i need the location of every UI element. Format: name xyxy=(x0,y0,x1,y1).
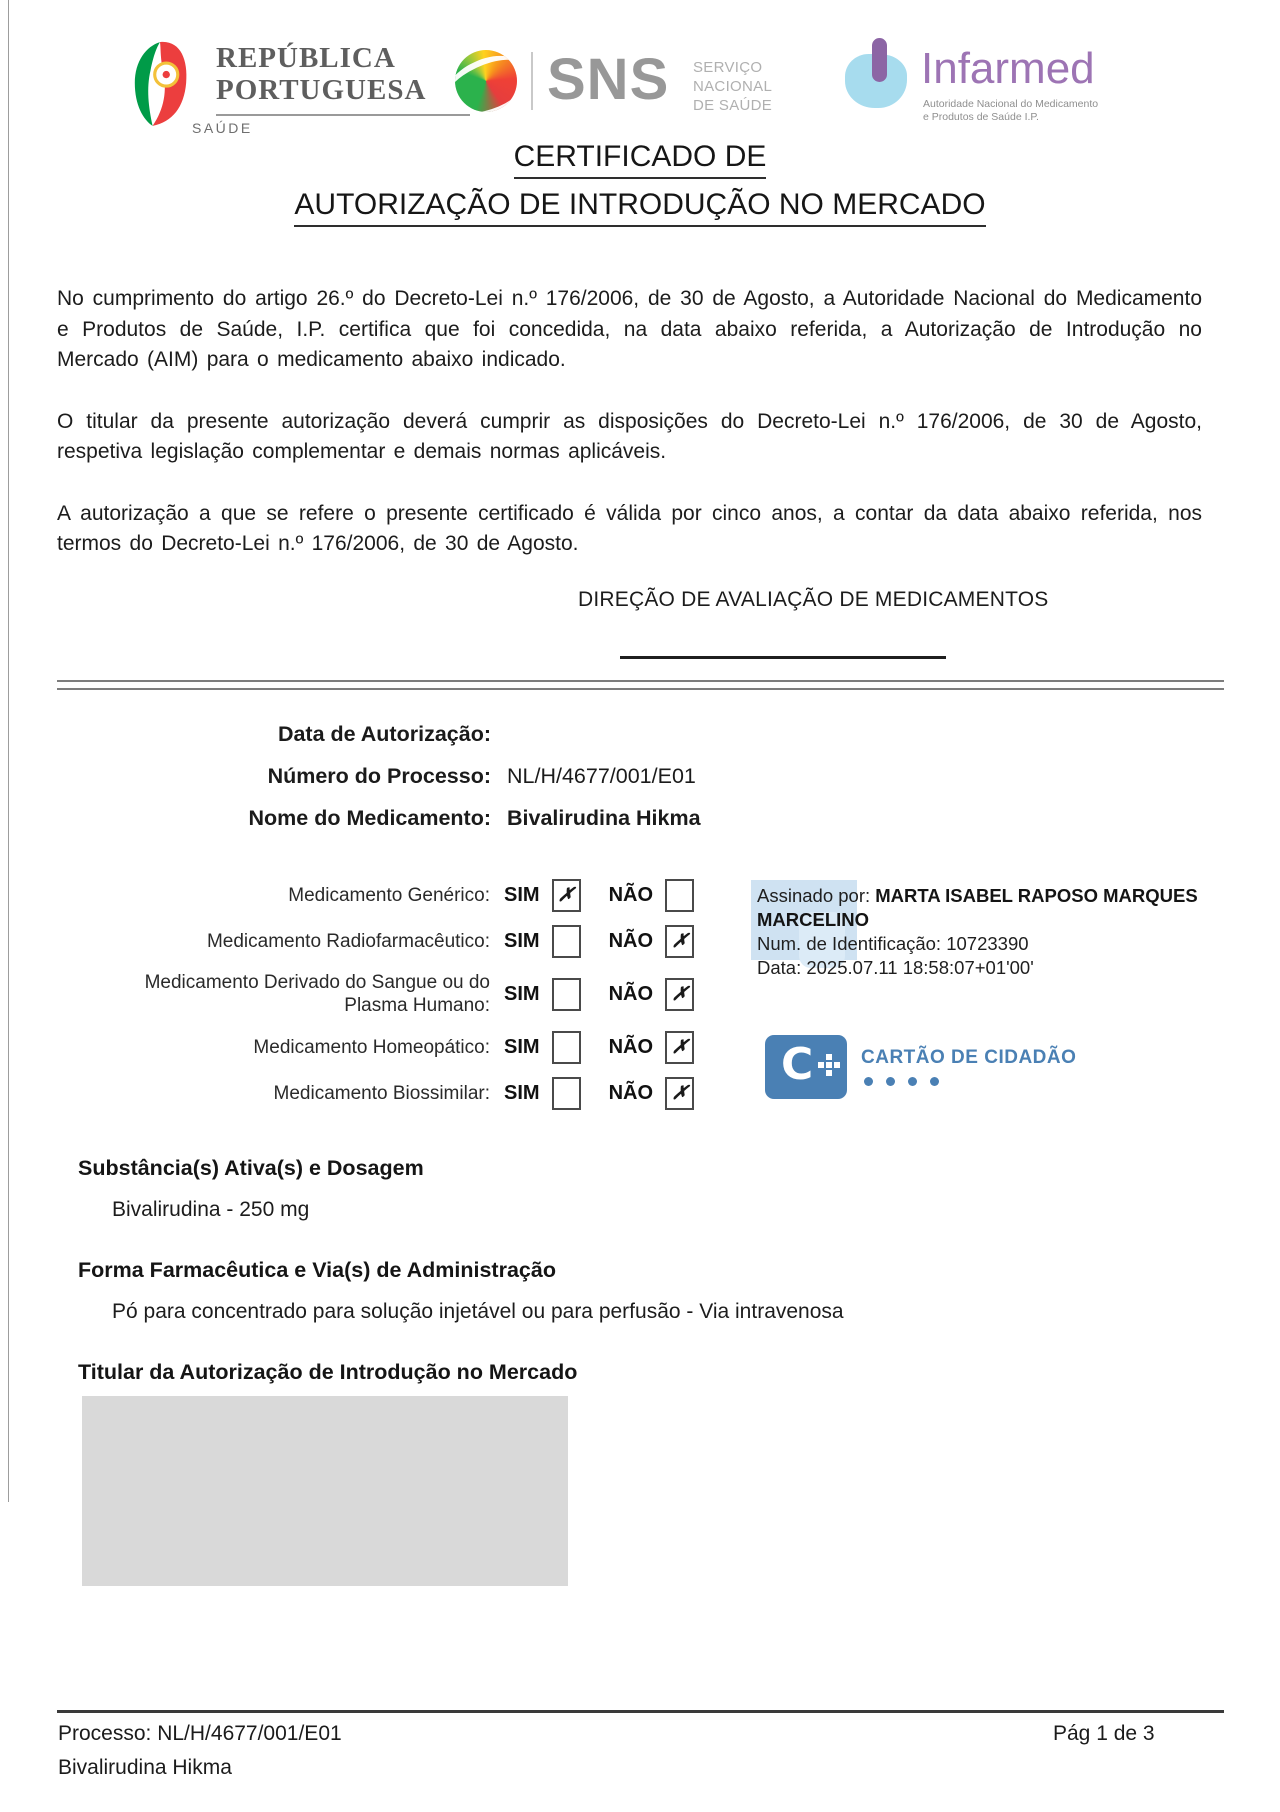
checkbox-row-label: Medicamento Radiofarmacêutico: xyxy=(206,930,490,952)
nao-checkbox-empty xyxy=(665,879,694,912)
sns-tagline xyxy=(693,58,795,115)
nao-checkbox-checked xyxy=(665,1031,694,1064)
nao-checkbox-checked xyxy=(665,1077,694,1110)
certificate-title-line1-text: CERTIFICADO DE xyxy=(514,140,767,179)
sim-label: SIM xyxy=(504,1035,540,1058)
footer-page-number: Pág 1 de 3 xyxy=(1053,1722,1155,1745)
cartao-de-cidadao-wordmark: CARTÃO DE CIDADÃO xyxy=(861,1047,1077,1068)
sim-checkbox-empty xyxy=(552,925,581,958)
checkbox-row-generico xyxy=(90,876,730,914)
cc-pixel-icon xyxy=(818,1062,824,1068)
nao-label: NÃO xyxy=(608,982,654,1005)
process-number-label: Número do Processo: xyxy=(267,764,491,788)
holder-heading: Titular da Autorização de Introdução no Mercado xyxy=(78,1360,578,1384)
sns-globe-icon xyxy=(455,50,517,112)
checkbox-row-label: Medicamento Biossimilar: xyxy=(273,1082,490,1104)
checkbox-x-mark: ✗ xyxy=(670,983,689,1005)
sns-logo xyxy=(455,42,795,126)
checkbox-row-radiofarmaceutico xyxy=(90,922,730,960)
cc-pixel-icon xyxy=(826,1054,832,1060)
nao-label: NÃO xyxy=(608,1035,654,1058)
direction-heading: DIREÇÃO DE AVALIAÇÃO DE MEDICAMENTOS xyxy=(578,588,1049,611)
footer-rule xyxy=(57,1710,1224,1713)
field-medicine-name xyxy=(57,806,817,831)
republica-portuguesa-wordmark xyxy=(216,42,426,106)
checkbox-x-mark: ✗ xyxy=(670,1036,689,1058)
process-number-value: NL/H/4677/001/E01 xyxy=(507,764,696,788)
infarmed-tagline xyxy=(923,98,1098,124)
paragraph-validity: A autorização a que se refere o presente certificado é válida por cinco anos, a contar da data abaixo referida, nos termos do Decreto-Lei n.º 176/2006, de 30 de Agosto. xyxy=(57,501,1202,555)
checkbox-row-derivado-sangue xyxy=(90,968,730,1020)
sim-checkbox-empty xyxy=(552,1077,581,1110)
cc-pixel-icon xyxy=(834,1062,840,1068)
checkbox-row-label: Medicamento Homeopático: xyxy=(253,1036,490,1058)
certificate-title-line2-text: AUTORIZAÇÃO DE INTRODUÇÃO NO MERCADO xyxy=(294,188,985,227)
signer-name: MARTA ISABEL RAPOSO MARQUES MARCELINO xyxy=(757,885,1198,930)
nao-label: NÃO xyxy=(608,929,654,952)
checkbox-row-label: Medicamento Derivado do Sangue ou do Plasma Humano: xyxy=(144,972,490,1016)
paragraph-legal-basis: No cumprimento do artigo 26.º do Decreto-Lei n.º 176/2006, de 30 de Agosto, a Autoridade Nacional do Medicamento e Produtos de Saúde, I.P. certifica que foi concedida, na data abaixo referida, a Autorização de Introdução no Mercado (AIM) para o medicamento abaixo indicado. xyxy=(57,287,1202,371)
cc-pixel-icon xyxy=(826,1062,832,1068)
infarmed-stick-icon xyxy=(872,38,887,82)
sim-label: SIM xyxy=(504,982,540,1005)
field-authorization-date xyxy=(57,722,817,747)
sns-tagline-line1: SERVIÇO NACIONAL xyxy=(693,59,773,95)
authorization-date-label: Data de Autorização: xyxy=(277,722,491,746)
gov-logo-line2: PORTUGUESA xyxy=(216,74,427,106)
checkbox-x-mark: ✗ xyxy=(670,930,689,952)
nao-checkbox-checked xyxy=(665,925,694,958)
gov-logo-divider xyxy=(216,114,470,116)
sns-tagline-line2: DE SAÚDE xyxy=(693,97,773,114)
cartao-de-cidadao-dots xyxy=(864,1077,939,1086)
pharmaceutical-form-content: Pó para concentrado para solução injetável ou para perfusão - Via intravenosa xyxy=(112,1300,844,1323)
checkbox-row-biossimilar xyxy=(90,1074,730,1112)
checkbox-row-label: Medicamento Genérico: xyxy=(288,884,490,906)
checkbox-row-homeopatico xyxy=(90,1028,730,1066)
sim-checkbox-empty xyxy=(552,978,581,1011)
infarmed-tagline-line1: Autoridade Nacional do Medicamento xyxy=(923,98,1099,110)
sns-logo-divider xyxy=(531,52,533,110)
medicine-name-label: Nome do Medicamento: xyxy=(248,806,491,830)
field-process-number xyxy=(57,764,817,789)
nao-label: NÃO xyxy=(608,1081,654,1104)
portugal-flag-emblem-icon xyxy=(128,40,194,128)
substance-content: Bivalirudina - 250 mg xyxy=(112,1198,310,1221)
digital-signature-block xyxy=(757,884,1202,980)
signature-text xyxy=(757,884,1202,980)
holder-redacted-box xyxy=(82,1396,568,1586)
certificate-body xyxy=(57,284,1202,591)
certificate-title-line1 xyxy=(0,140,1280,179)
sim-label: SIM xyxy=(504,883,540,906)
sns-abbr: SNS xyxy=(547,47,670,112)
section-divider-double-rule xyxy=(57,680,1224,690)
infarmed-tagline-line2: e Produtos de Saúde I.P. xyxy=(923,111,1039,123)
sim-label: SIM xyxy=(504,929,540,952)
nao-label: NÃO xyxy=(608,883,654,906)
cartao-de-cidadao-logo xyxy=(765,1035,1095,1101)
checkbox-x-mark: ✗ xyxy=(556,884,576,906)
nao-checkbox-checked xyxy=(665,978,694,1011)
certificate-title-line2 xyxy=(0,188,1280,227)
footer-medicine-name: Bivalirudina Hikma xyxy=(58,1756,232,1779)
gov-logo-department: SAÚDE xyxy=(192,120,253,136)
substance-heading: Substância(s) Ativa(s) e Dosagem xyxy=(78,1156,424,1180)
sim-label: SIM xyxy=(504,1081,540,1104)
signer-id: Num. de Identificação: 10723390 xyxy=(757,933,1029,954)
infarmed-wordmark: Infarmed xyxy=(921,44,1095,93)
medicine-name-value: Bivalirudina Hikma xyxy=(507,806,701,830)
infarmed-logo xyxy=(845,38,1175,134)
cc-letter-c: C xyxy=(781,1039,814,1090)
cc-pixel-icon xyxy=(826,1070,832,1076)
signature-date: Data: 2025.07.11 18:58:07+01'00' xyxy=(757,957,1034,978)
gov-logo-line1: REPÚBLICA xyxy=(216,42,396,74)
signature-line xyxy=(620,656,946,659)
footer-process: Processo: NL/H/4677/001/E01 xyxy=(58,1722,342,1745)
cartao-de-cidadao-badge-icon xyxy=(765,1035,847,1099)
sim-checkbox-empty xyxy=(552,1031,581,1064)
medicine-type-checkbox-block xyxy=(90,876,730,1120)
republica-portuguesa-logo xyxy=(128,40,488,136)
checkbox-x-mark: ✗ xyxy=(670,1082,689,1104)
paragraph-holder-obligations: O titular da presente autorização deverá cumprir as disposições do Decreto-Lei n.º 176/2006, de 30 de Agosto, respetiva legislação complementar e demais normas aplicáveis. xyxy=(57,409,1202,463)
sim-checkbox-checked xyxy=(552,879,581,912)
pharmaceutical-form-heading: Forma Farmacêutica e Via(s) de Administração xyxy=(78,1258,556,1282)
signed-by-label: Assinado por: xyxy=(757,885,871,906)
